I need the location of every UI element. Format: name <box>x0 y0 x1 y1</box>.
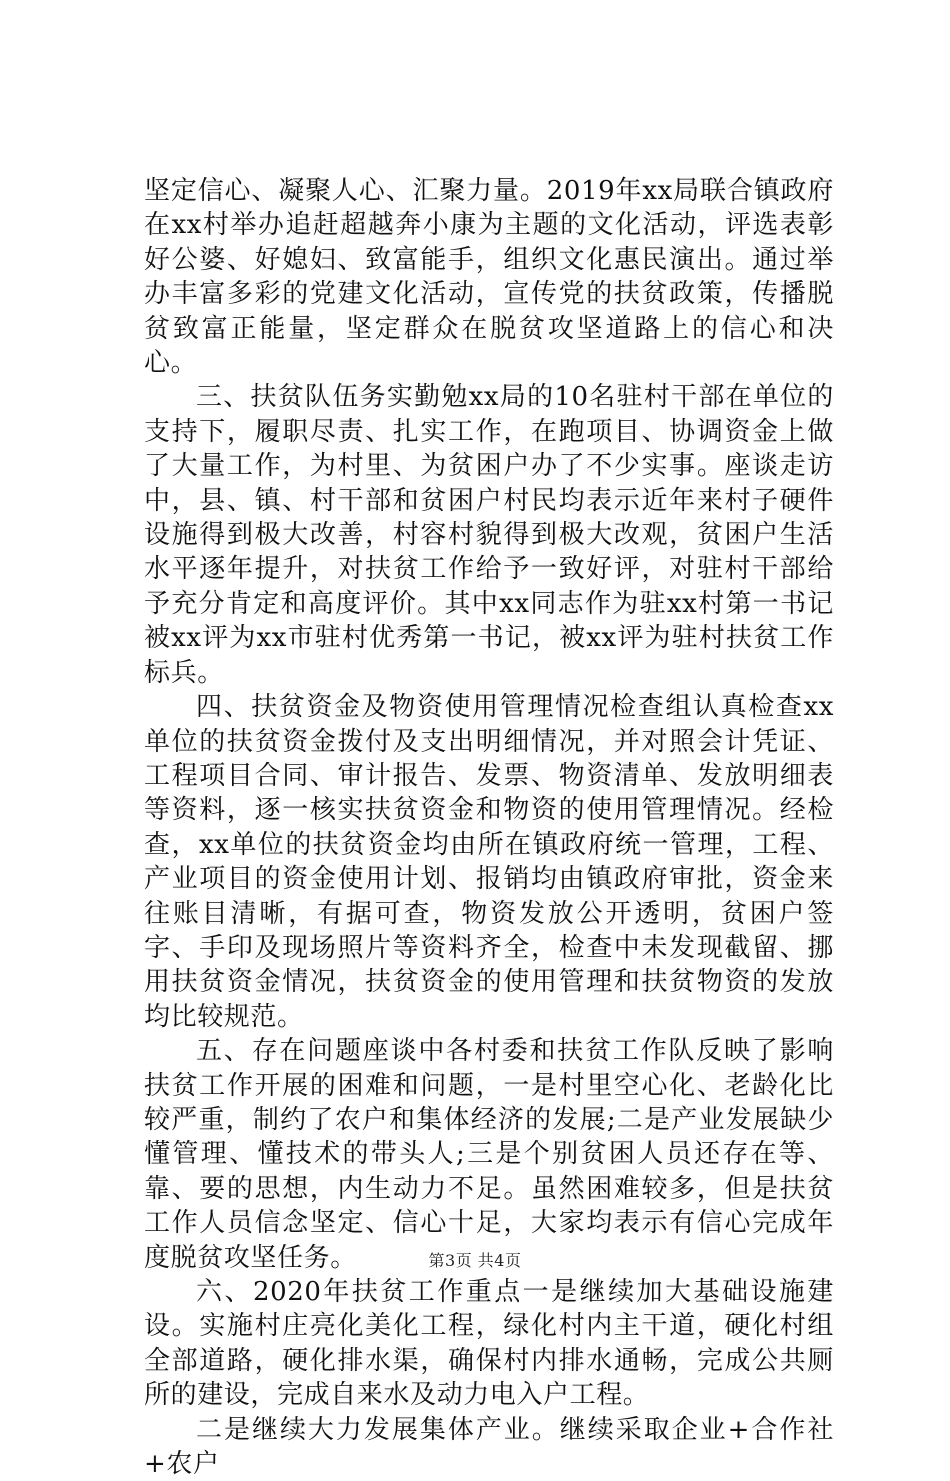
paragraph-section-6-part-2: 二是继续大力发展集体产业。继续采取企业+合作社+农户 <box>144 1414 834 1480</box>
paragraph-section-6: 六、2020年扶贫工作重点一是继续加大基础设施建设。实施村庄亮化美化工程，绿化村内主干道，硬化村组全部道路，硬化排水渠，确保村内排水通畅，完成公共厕所的建设，完成自来水及动力电入户工程。 <box>144 1277 834 1411</box>
document-body <box>144 174 834 1481</box>
page-number-footer: 第3页 共4页 <box>428 1251 522 1270</box>
paragraph-section-3: 三、扶贫队伍务实勤勉xx局的10名驻村干部在单位的支持下，履职尽责、扎实工作，在跑项目、协调资金上做了大量工作，为村里、为贫困户办了不少实事。座谈走访中，县、镇、村干部和贫困户村民均表示近年来村子硬件设施得到极大改善，村容村貌得到极大改观，贫困户生活水平逐年提升，对扶贫工作给予一致好评，对驻村干部给予充分肯定和高度评价。其中xx同志作为驻xx村第一书记被xx评为xx市驻村优秀第一书记，被xx评为驻村扶贫工作标兵。 <box>144 382 834 688</box>
paragraph-section-5: 五、存在问题座谈中各村委和扶贫工作队反映了影响扶贫工作开展的困难和问题，一是村里空心化、老龄化比较严重，制约了农户和集体经济的发展;二是产业发展缺少懂管理、懂技术的带头人;三是个别贫困人员还存在等、靠、要的思想，内生动力不足。虽然困难较多，但是扶贫工作人员信念坚定、信心十足，大家均表示有信心完成年度脱贫攻坚任务。 <box>144 1036 834 1273</box>
paragraph-continuation: 坚定信心、凝聚人心、汇聚力量。2019年xx局联合镇政府在xx村举办追赶超越奔小康为主题的文化活动，评选表彰好公婆、好媳妇、致富能手，组织文化惠民演出。通过举办丰富多彩的党建文化活动，宣传党的扶贫政策，传播脱贫致富正能量，坚定群众在脱贫攻坚道路上的信心和决心。 <box>144 176 834 379</box>
paragraph-section-4: 四、扶贫资金及物资使用管理情况检查组认真检查xx单位的扶贫资金拨付及支出明细情况，并对照会计凭证、工程项目合同、审计报告、发票、物资清单、发放明细表等资料，逐一核实扶贫资金和物资的使用管理情况。经检查，xx单位的扶贫资金均由所在镇政府统一管理，工程、产业项目的资金使用计划、报销均由镇政府审批，资金来往账目清晰，有据可查，物资发放公开透明，贫困户签字、手印及现场照片等资料齐全，检查中未发现截留、挪用扶贫资金情况，扶贫资金的使用管理和扶贫物资的发放均比较规范。 <box>144 692 834 1032</box>
